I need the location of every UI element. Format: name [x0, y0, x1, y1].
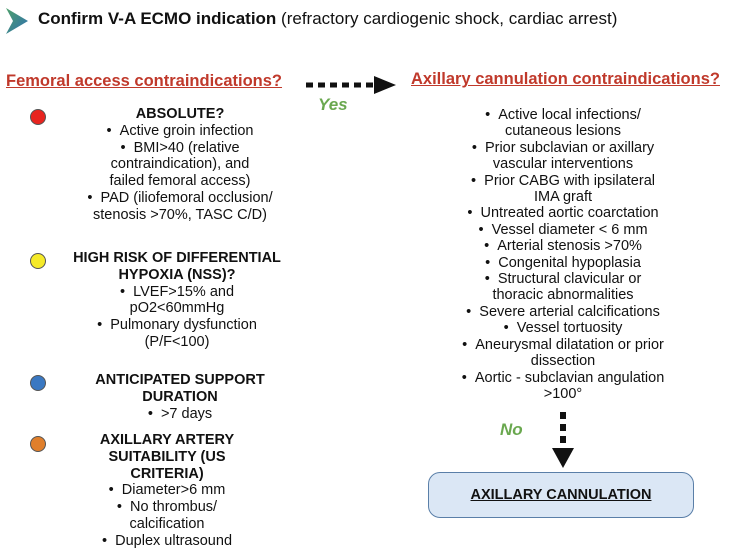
list-item-text: cutaneous lesions [504, 123, 622, 140]
list-item [432, 222, 694, 238]
title-rest: (refractory cardiogenic shock, cardiac arrest) [276, 9, 618, 28]
list-item [432, 140, 694, 173]
bullet-dot-icon [30, 109, 46, 125]
list-item-text: Arterial stenosis >70% [497, 238, 642, 255]
list-item [432, 255, 694, 271]
list-item-text: pO2<60mmHg [129, 300, 225, 317]
list-item [60, 123, 300, 140]
block-heading: ABSOLUTE? [135, 106, 225, 122]
list-item-text: Duplex ultrasound [115, 532, 233, 549]
list-item-text: calcification [129, 515, 205, 532]
list-item [432, 320, 694, 336]
list-item-text: Structural clavicular or [497, 271, 642, 288]
bullet-dot-icon [30, 436, 46, 452]
list-item-text: failed femoral access) [109, 173, 251, 190]
list-item-text: Vessel tortuosity [516, 320, 623, 337]
block-heading: DURATION [142, 388, 218, 405]
no-label: No [500, 420, 523, 439]
block-heading: SUITABILITY (US [108, 448, 226, 465]
list-item-text: IMA graft [533, 189, 593, 206]
final-box-label: AXILLARY CANNULATION [470, 487, 652, 503]
block-heading: AXILLARY ARTERY [99, 432, 235, 448]
list-item [432, 205, 694, 221]
list-item-text: stenosis >70%, TASC C/D) [93, 206, 267, 223]
list-item [52, 317, 302, 351]
list-item-text: Vessel diameter < 6 mm [491, 221, 648, 238]
axillary-contraindication-list [432, 107, 694, 402]
criteria-block [60, 106, 300, 224]
list-item [52, 533, 282, 550]
list-item [60, 406, 300, 423]
list-item [432, 173, 694, 206]
block-heading: CRITERIA) [130, 465, 204, 482]
criteria-block [52, 432, 282, 550]
list-item-text: >7 days [160, 405, 213, 422]
list-item-text: Untreated aortic coarctation [480, 205, 659, 222]
no-arrow [550, 410, 576, 470]
title-bold: Confirm V-A ECMO indication [38, 9, 277, 28]
list-item-text: Severe arterial calcifications [479, 303, 660, 320]
bullet-dot-icon [30, 253, 46, 269]
page-title [38, 9, 617, 29]
list-item-text: No thrombus/ [130, 499, 218, 516]
list-item-text: dissection [530, 353, 596, 370]
axillary-heading: Axillary cannulation contraindications? [411, 70, 720, 88]
list-item-text: LVEF>15% and [133, 283, 235, 300]
axillary-cannulation-box [428, 472, 694, 518]
yes-arrow [304, 75, 400, 95]
list-item-text: Active groin infection [119, 122, 254, 139]
block-heading: HIGH RISK OF DIFFERENTIAL [73, 250, 281, 266]
list-item-text: vascular interventions [492, 156, 634, 173]
criteria-block [60, 372, 300, 422]
femoral-heading: Femoral access contraindications? [6, 72, 283, 90]
list-item [432, 370, 694, 403]
list-item-text: >100° [543, 385, 583, 402]
list-item-text: Prior CABG with ipsilateral [484, 172, 655, 189]
list-item [52, 284, 302, 318]
list-item-text: Congenital hypoplasia [498, 254, 641, 271]
list-item-text: Prior subclavian or axillary [484, 139, 655, 156]
list-item-text: Pulmonary dysfunction [110, 317, 257, 334]
list-item-text: Active local infections/ [498, 107, 641, 123]
start-arrow-icon [4, 6, 30, 36]
yes-label: Yes [318, 95, 348, 114]
list-item [432, 238, 694, 254]
list-item [52, 482, 282, 499]
list-item [52, 499, 282, 533]
list-item-text: Aortic - subclavian angulation [474, 369, 665, 386]
list-item [60, 140, 300, 190]
block-heading: HYPOXIA (NSS)? [118, 266, 236, 283]
list-item-text: Aneurysmal dilatation or prior [475, 336, 664, 353]
list-item [432, 337, 694, 370]
list-item [432, 304, 694, 320]
list-item-text: PAD (iliofemoral occlusion/ [100, 189, 273, 206]
list-item-text: Diameter>6 mm [121, 482, 226, 499]
list-item-text: contraindication), and [110, 156, 250, 173]
list-item-text: BMI>40 (relative [133, 139, 240, 156]
block-heading: ANTICIPATED SUPPORT [95, 372, 265, 388]
criteria-block [52, 250, 302, 351]
list-item [432, 107, 694, 140]
list-item [432, 271, 694, 304]
list-item [60, 190, 300, 224]
bullet-dot-icon [30, 375, 46, 391]
list-item-text: thoracic abnormalities [492, 287, 634, 304]
list-item-text: (P/F<100) [144, 333, 210, 350]
